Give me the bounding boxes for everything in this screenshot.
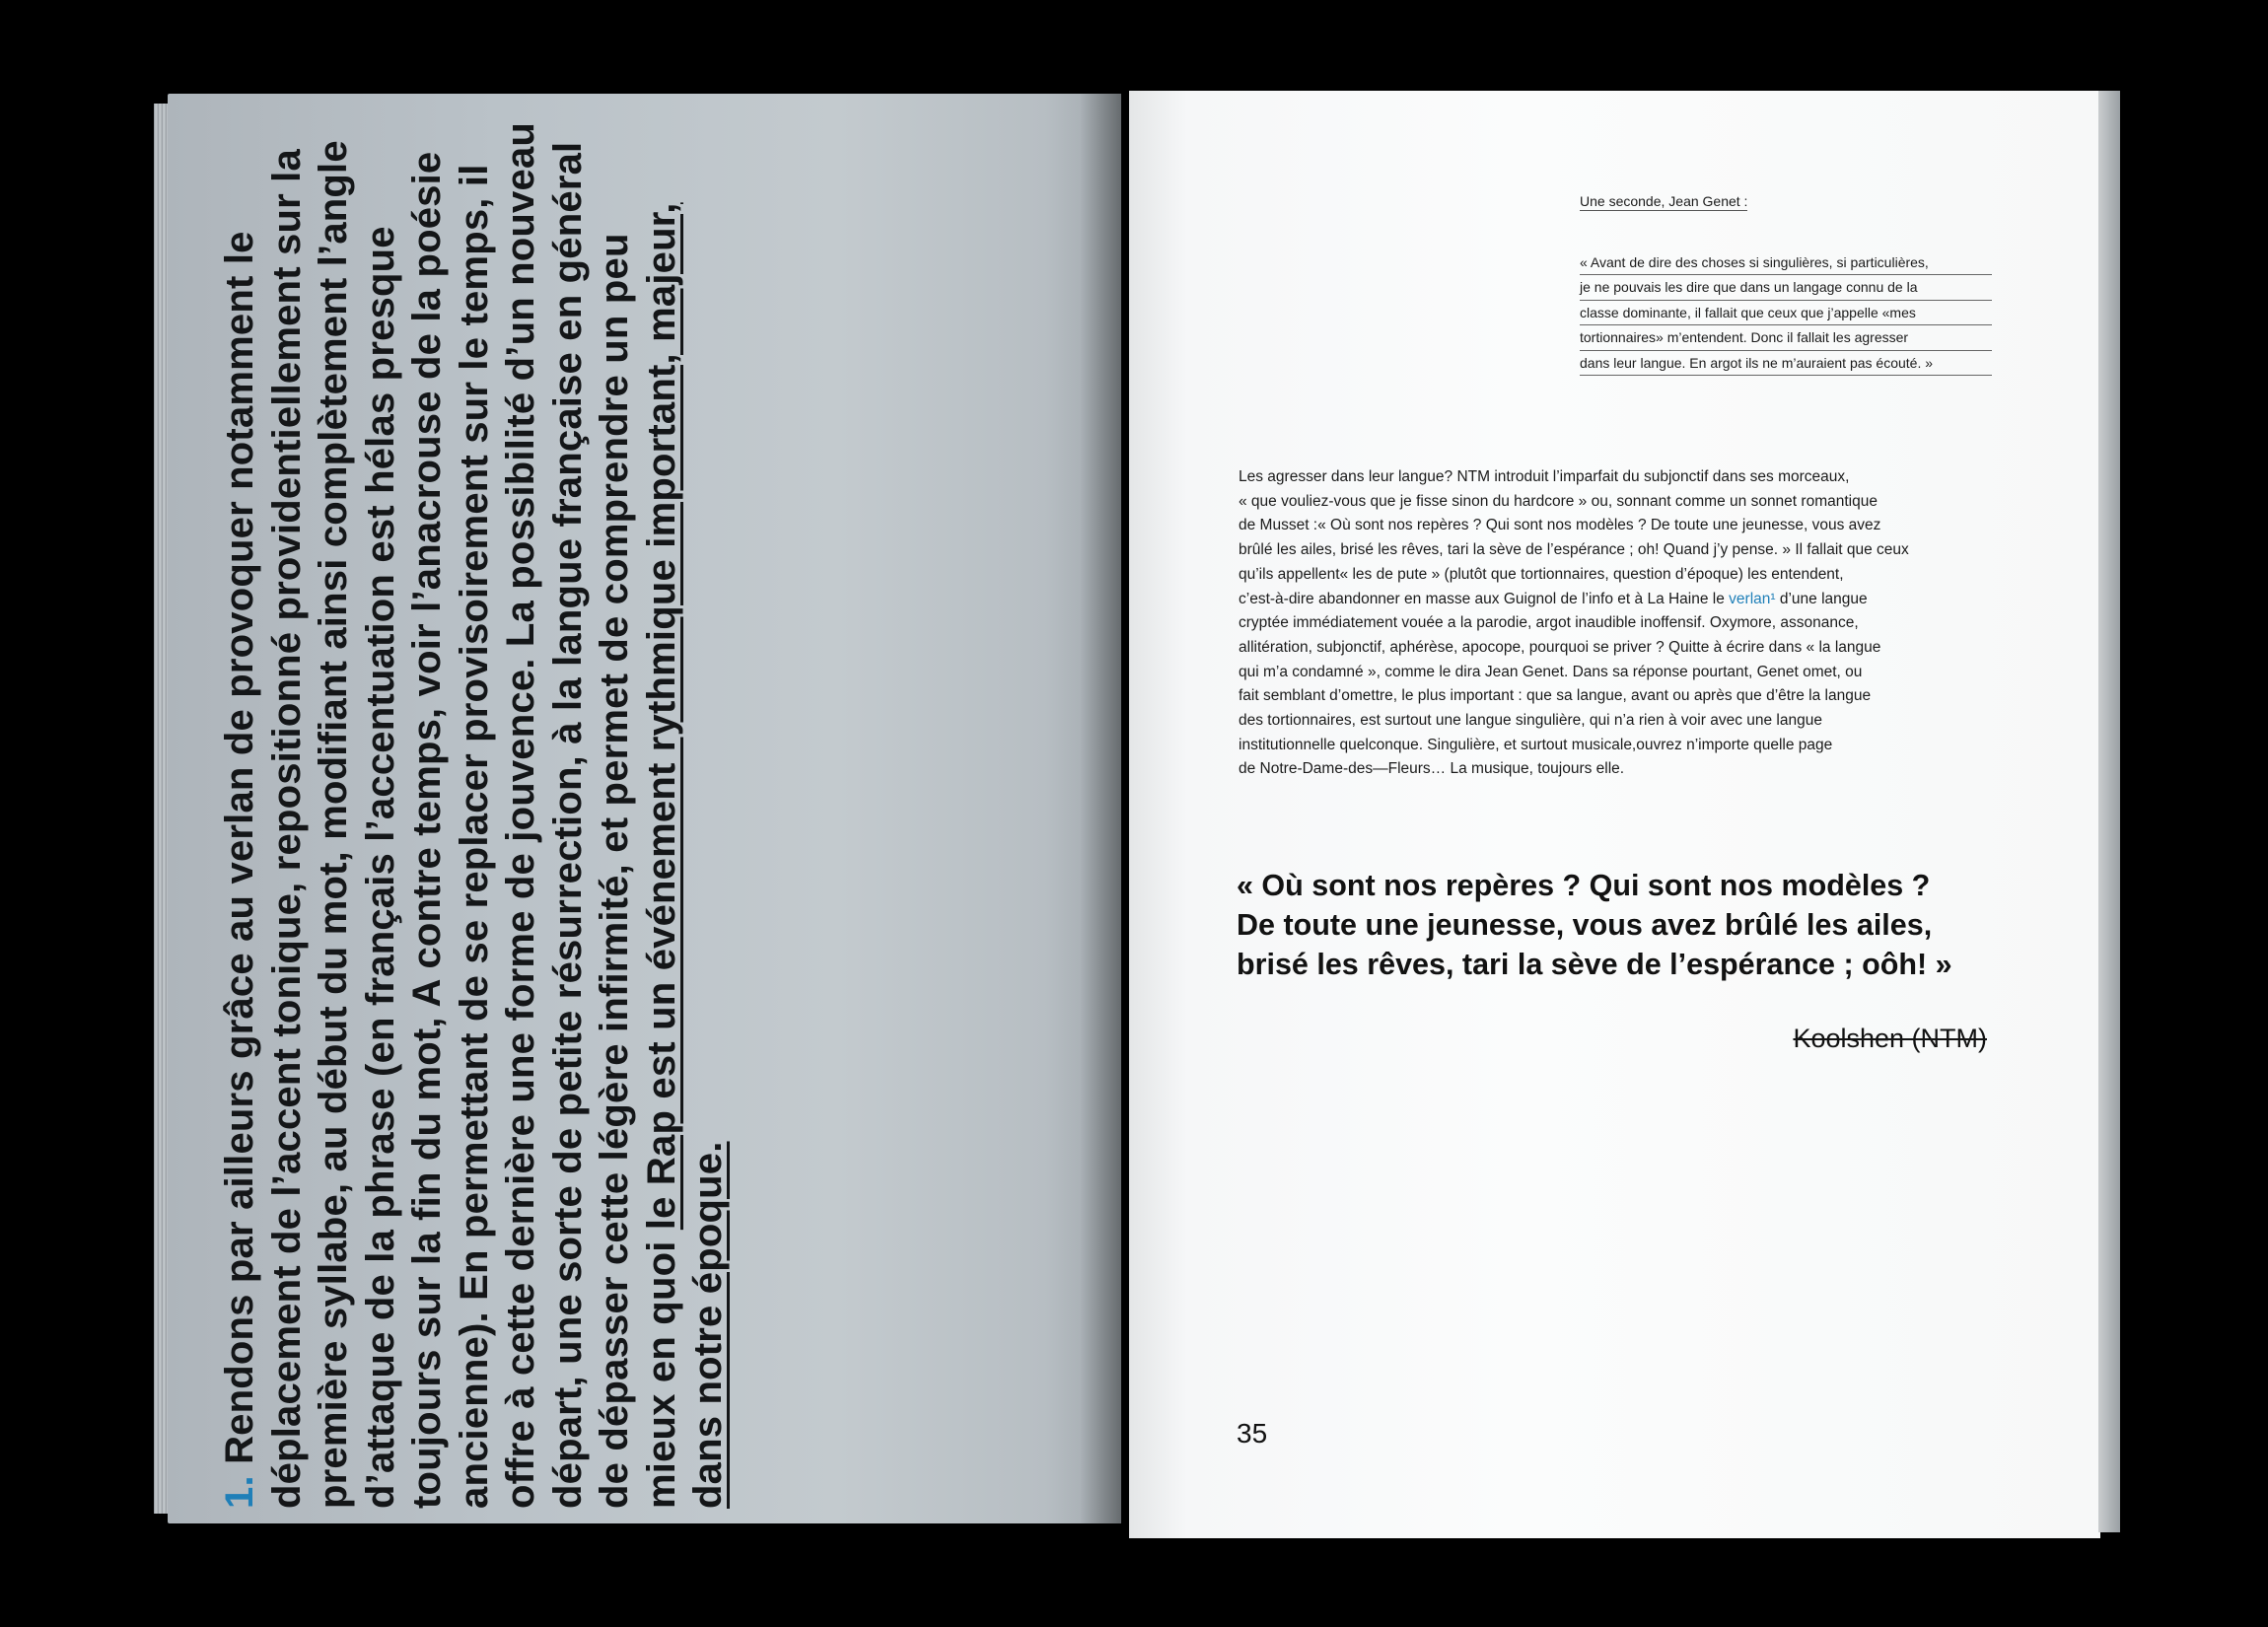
page-number: 35	[1237, 1418, 1268, 1449]
quote-line: dans leur langue. En argot ils ne m’auraient pas écouté. »	[1580, 351, 1992, 376]
genet-quote	[1580, 250, 1992, 376]
footnote-number: 1.	[218, 1475, 261, 1509]
left-page-underlined-text: le Rap est un événement rythmique important, majeur, dans notre époque.	[639, 202, 730, 1509]
body-line: cryptée immédiatement vouée a la parodie, argot inaudible inoffensif. Oxymore, assonance,	[1239, 614, 1859, 632]
pull-quote	[1237, 866, 2055, 984]
body-line-text: d’une langue	[1775, 590, 1868, 607]
pull-quote-line: brisé les rêves, tari la sève de l’espérance ; oôh! »	[1237, 948, 1952, 981]
pull-quote-line: De toute une jeunesse, vous avez brûlé les ailes,	[1237, 908, 1933, 942]
body-line: fait semblant d’omettre, le plus important : que sa langue, avant ou après que d’être la langue	[1239, 687, 1872, 705]
body-paragraph	[1239, 465, 1998, 782]
left-page-rotated-text-block	[217, 108, 1085, 1509]
pull-quote-line: « Où sont nos repères ? Qui sont nos modèles ?	[1237, 869, 1931, 902]
body-line-text: c’est-à-dire abandonner en masse aux Guignol de l’info et à La Haine le	[1239, 590, 1730, 607]
body-line: allitération, subjonctif, aphérèse, apocope, pourquoi se priver ? Quitte à écrire dans « la langue	[1239, 638, 1881, 656]
body-line: de Notre-Dame-des—Fleurs… La musique, toujours elle.	[1239, 760, 1625, 778]
quote-line: je ne pouvais les dire que dans un langage connu de la	[1580, 275, 1992, 300]
body-line: qui m’a condamné », comme le dira Jean Genet. Dans sa réponse pourtant, Genet omet, ou	[1239, 663, 1863, 680]
left-page-text: Rendons par ailleurs grâce au verlan de provoquer notamment le déplacement de l’accent tonique, repositionné providentiellement sur la première syllabe, au début du mot, modifiant ainsi complètement l’angle d’attaque de la phrase (en français l’accentuation est hélas presque toujours sur la fin du mot, A contre temps, voir l’anacrouse de la poésie ancienne). En permettant de se replacer provisoirement sur le temps, il offre à cette dernière une forme de jouvence. La possibilité d’un nouveau départ, une sorte de petite résurrection, à la langue française en général de dépasser cette légère infirmité, et permet de comprendre un peu mieux en quoi	[218, 121, 683, 1509]
body-line: qu’ils appellent« les de pute » (plutôt que tortionnaires, question d’époque) les entendent,	[1239, 565, 1844, 583]
quote-line: classe dominante, il fallait que ceux que j’appelle «mes	[1580, 301, 1992, 325]
quote-line: « Avant de dire des choses si singulières, si particulières,	[1580, 250, 1992, 275]
body-line: Les agresser dans leur langue? NTM introduit l’imparfait du subjonctif dans ses morceaux,	[1239, 468, 1850, 485]
body-line: « que vouliez-vous que je fisse sinon du hardcore » ou, sonnant comme un sonnet romantique	[1239, 492, 1878, 510]
quote-line: tortionnaires» m’entendent. Donc il fallait les agresser	[1580, 325, 1992, 350]
body-line: de Musset :« Où sont nos repères ? Qui sont nos modèles ? De toute une jeunesse, vous avez	[1239, 517, 1881, 534]
pull-quote-attribution: Koolshen (NTM)	[1793, 1024, 1987, 1053]
body-line	[1239, 588, 1998, 612]
body-line: brûlé les ailes, brisé les rêves, tari la sève de l’espérance ; oh! Quand j’y pense. » Il fallait que ceux	[1239, 541, 1909, 559]
quote-intro: Une seconde, Jean Genet :	[1580, 193, 1748, 209]
body-line: institutionnelle quelconque. Singulière, et surtout musicale,ouvrez n’importe quelle page	[1239, 736, 1833, 753]
right-page-edge	[2098, 91, 2120, 1532]
left-page-paragraph	[217, 108, 733, 1509]
body-line: des tortionnaires, est surtout une langue singulière, qui n’a rien à voir avec une langue	[1239, 712, 1822, 730]
verlan-footnote-link[interactable]: verlan¹	[1729, 590, 1776, 607]
